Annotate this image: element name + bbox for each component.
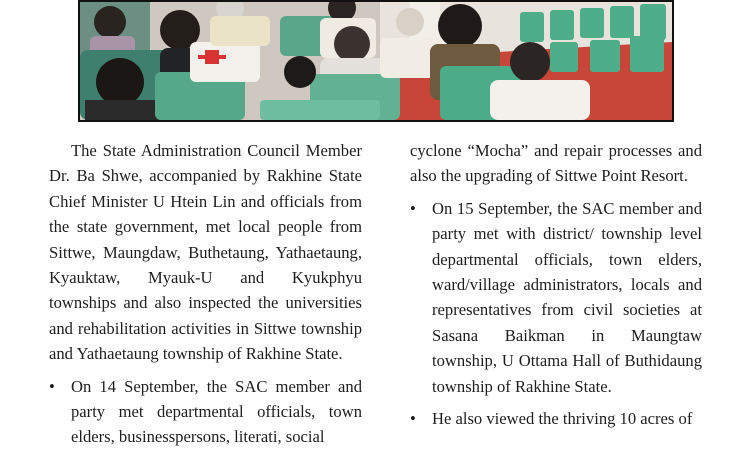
meeting-photo	[78, 0, 674, 122]
right-text-column	[410, 138, 702, 431]
bullet-14-september: • On 14 September, the SAC member and party met departmental officials, town elders, businesspersons, literati, social	[49, 374, 362, 450]
intro-paragraph: The State Administration Council Member Dr. Ba Shwe, accompanied by Rakhine State Chief Minister U Htein Lin and officials from the state government, met local people from Sittwe, Maungdaw, Buthetaung, Yathaetaung, Kyauktaw, Myauk-U and Kyukphyu townships and also inspected the universities and rehabilitation activities in Sittwe township and Yathaetaung township of Rakhine State.	[49, 141, 362, 364]
bullet-thriving-acres: • He also viewed the thriving 10 acres of	[410, 406, 702, 431]
meeting-photo-illustration	[80, 2, 672, 120]
left-text-column	[49, 138, 362, 450]
bullet-15-september: • On 15 September, the SAC member and party met with district/ township level departmental officials, town elders, ward/village administrators, locals and representatives from civil societies at Sasana Baikman in Maungtaw township, U Ottama Hall of Buthidaung township of Rakhine State.	[410, 196, 702, 399]
continued-paragraph: cyclone “Mocha” and repair processes and also the upgrading of Sittwe Point Resort.	[410, 141, 702, 186]
